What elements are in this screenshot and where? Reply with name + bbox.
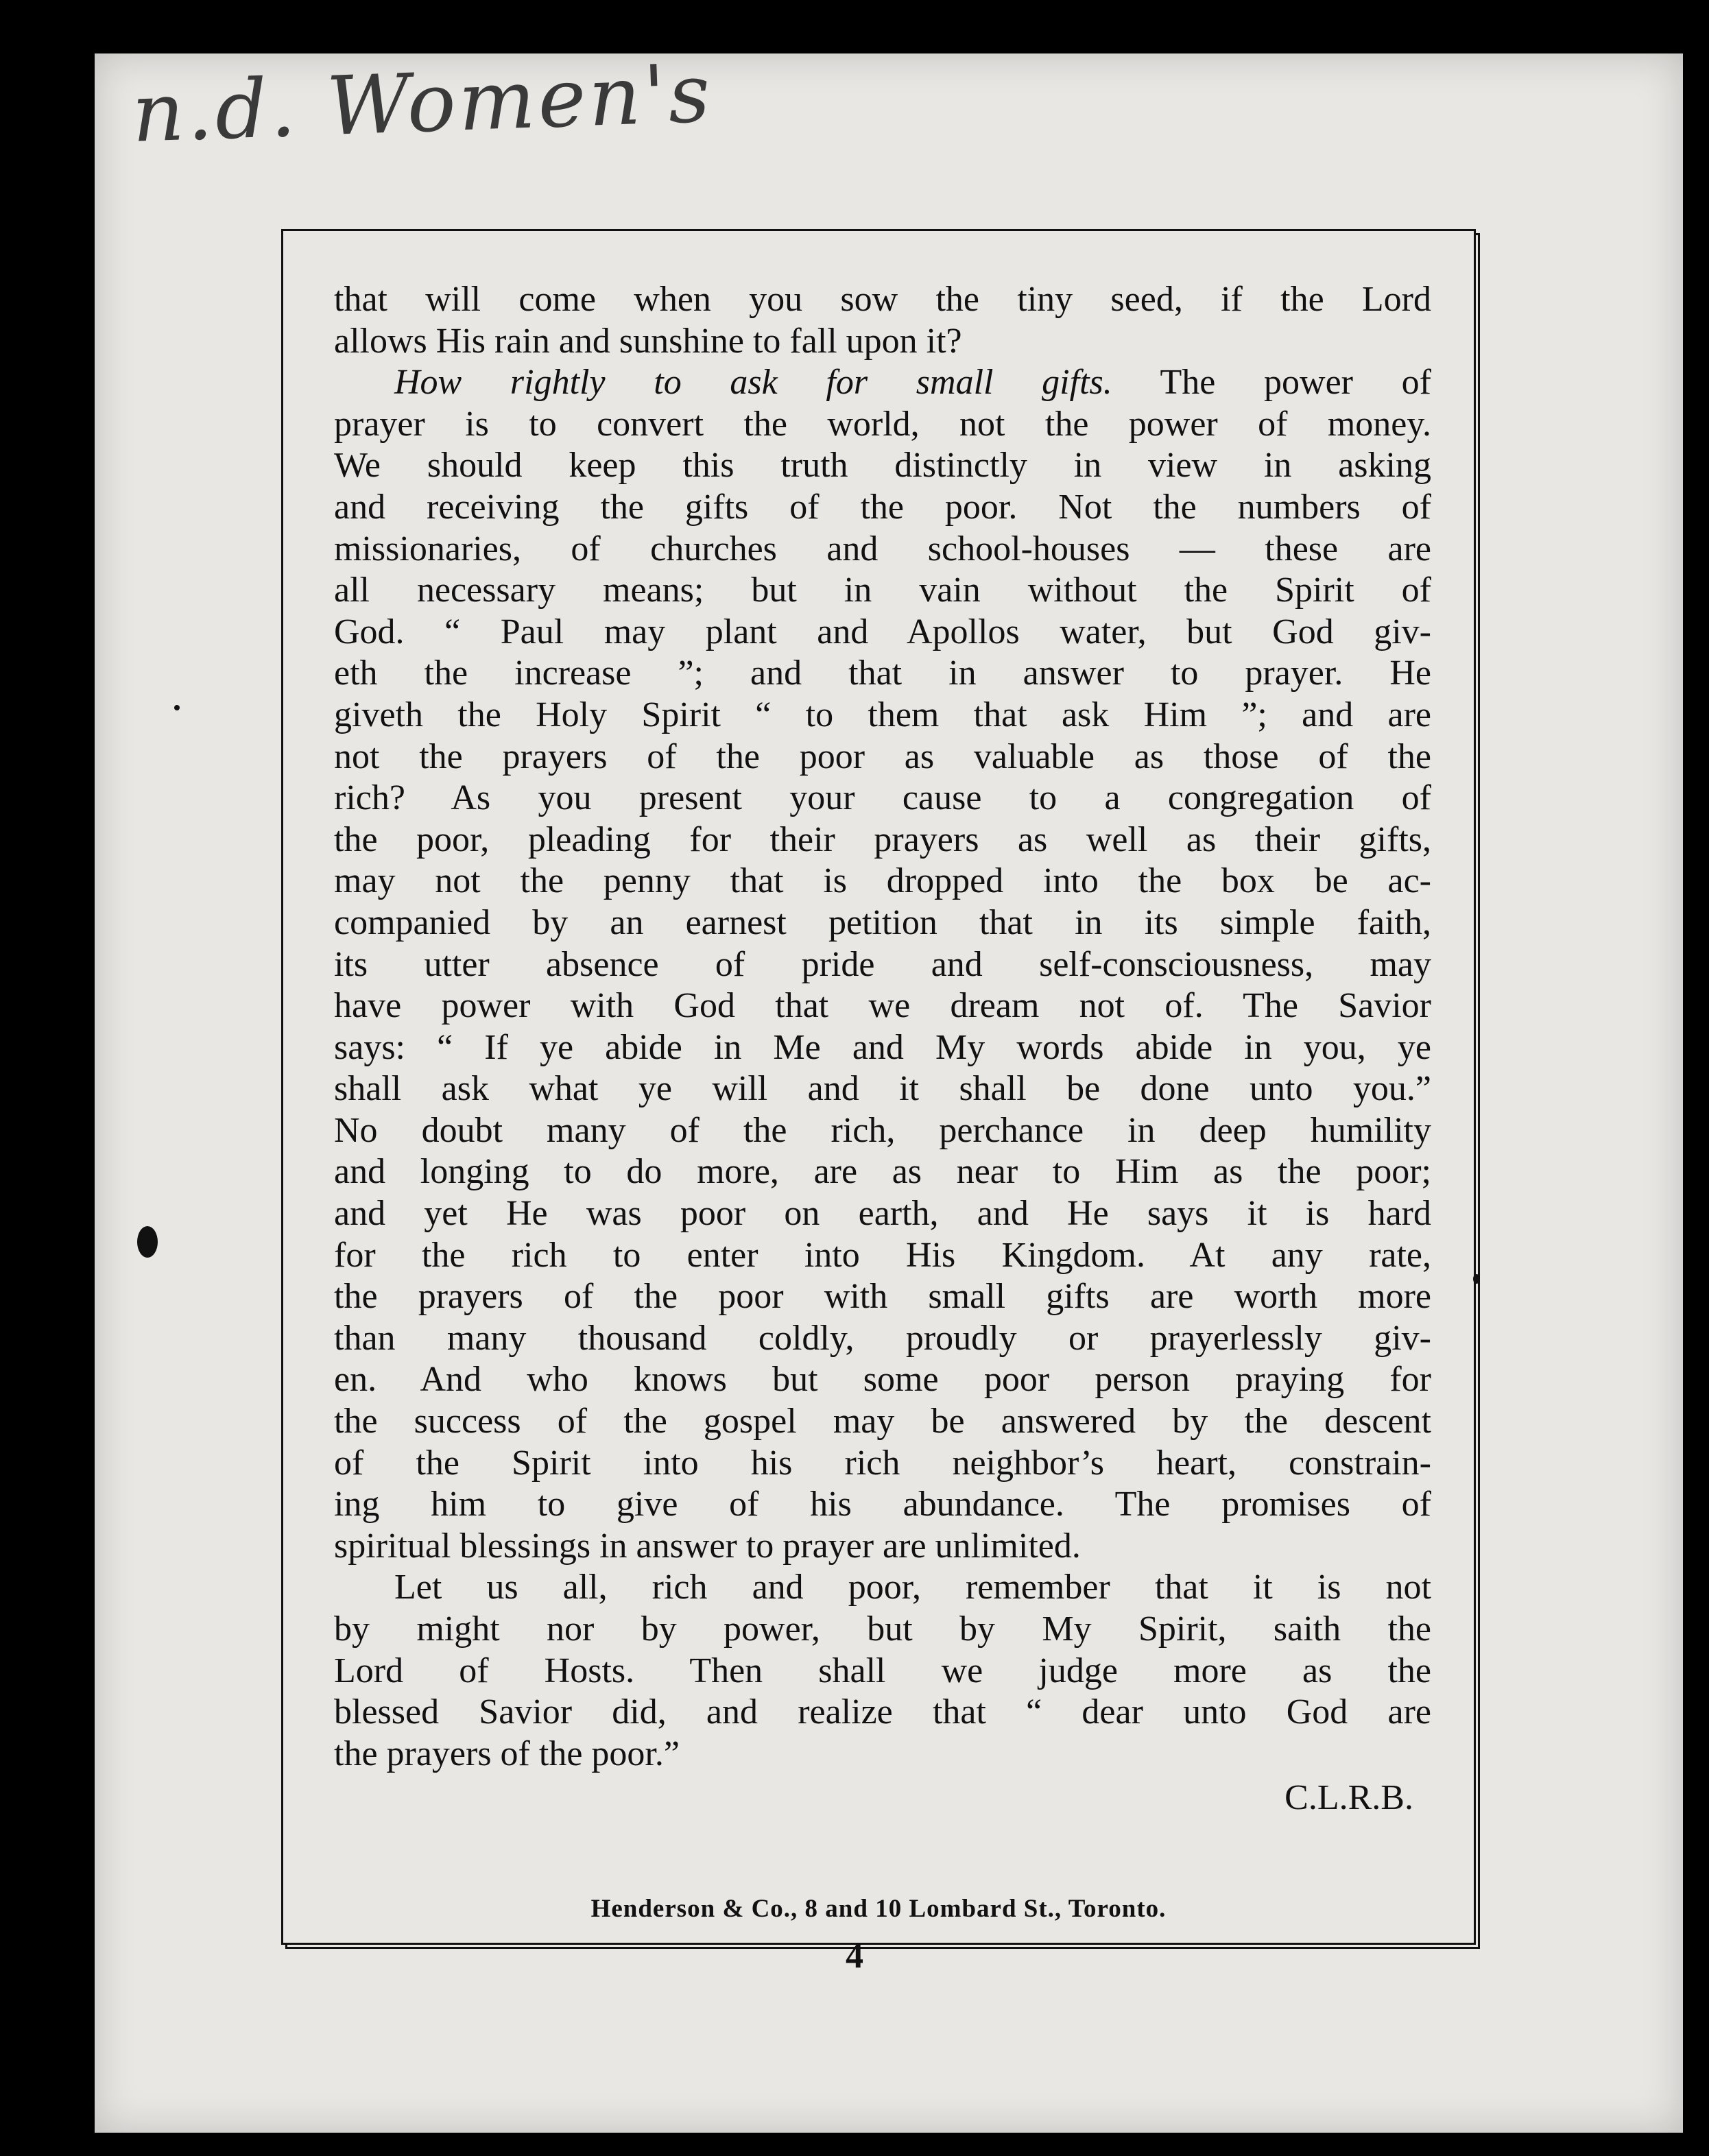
text-line: and receiving the gifts of the poor. Not the numbers of [334,487,1431,527]
handwritten-note: n.d. Women's [130,45,715,160]
text-line: giveth the Holy Spirit “ to them that ask Him ”; and are [334,695,1431,734]
text-line: rich? As you present your cause to a congregation of [334,778,1431,818]
text-frame [281,229,1476,1945]
text-line: eth the increase ”; and that in answer to prayer. He [334,654,1431,693]
text-line: Lord of Hosts. Then shall we judge more as the [334,1651,1431,1690]
text-line: that will come when you sow the tiny seed, if the Lord [334,280,1431,319]
text-line: the prayers of the poor with small gifts are worth more [334,1277,1431,1317]
text-line: God. “ Paul may plant and Apollos water, but God giv- [334,612,1431,651]
text-line: have power with God that we dream not of. The Savior [334,986,1431,1026]
text-line: the prayers of the poor.” [334,1734,680,1773]
scanned-page [95,45,1683,2133]
paragraph-heading: How rightly to ask for small gifts. [394,363,1112,403]
text-line: ing him to give of his abundance. The promises of [334,1485,1431,1524]
text-line: blessed Savior did, and realize that “ dear unto God are [334,1692,1431,1732]
signature: C.L.R.B. [1284,1778,1413,1817]
text-line: companied by an earnest petition that in its simple faith, [334,902,1431,942]
text-line: spiritual blessings in answer to prayer are unlimited. [334,1526,1081,1566]
text-line: not the prayers of the poor as valuable as those of the [334,736,1431,776]
ink-speck [1473,1274,1480,1284]
text-line: the poor, pleading for their prayers as well as their gifts, [334,819,1431,859]
text-line: and yet He was poor on earth, and He says it is hard [334,1194,1431,1234]
text-line: Let us all, rich and poor, remember that it is not [394,1568,1431,1607]
text-line: by might nor by power, but by My Spirit, saith the [334,1609,1431,1649]
printer-imprint: Henderson & Co., 8 and 10 Lombard St., Toronto. [590,1895,1167,1923]
text-fragment: The power of [1112,363,1431,403]
text-line: We should keep this truth distinctly in view in asking [334,446,1431,486]
ink-blot [137,1226,158,1258]
body-text [334,279,1431,1775]
text-line: of the Spirit into his rich neighbor’s heart, constrain- [334,1443,1431,1483]
text-line [334,362,1431,404]
text-line: may not the penny that is dropped into the box be ac- [334,861,1431,901]
text-line: the success of the gospel may be answered by the descent [334,1402,1431,1441]
ink-speck [174,705,180,710]
text-line: says: “ If ye abide in Me and My words abide in you, ye [334,1027,1431,1067]
text-line: en. And who knows but some poor person praying for [334,1360,1431,1400]
text-line: allows His rain and sunshine to fall upon it? [334,321,962,361]
text-line: all necessary means; but in vain without the Spirit of [334,571,1431,610]
text-line: No doubt many of the rich, perchance in deep humility [334,1110,1431,1150]
text-line: for the rich to enter into His Kingdom. At any rate, [334,1235,1431,1275]
text-line: shall ask what ye will and it shall be done unto you.” [334,1069,1431,1109]
text-line: and longing to do more, are as near to Him as the poor; [334,1152,1431,1192]
text-line: than many thousand coldly, proudly or prayerlessly giv- [334,1318,1431,1358]
text-line: missionaries, of churches and school-houses — these are [334,529,1431,568]
text-line: prayer is to convert the world, not the power of money. [334,404,1431,444]
page-number: 4 [846,1937,863,1976]
text-line: its utter absence of pride and self-consciousness, may [334,944,1431,984]
